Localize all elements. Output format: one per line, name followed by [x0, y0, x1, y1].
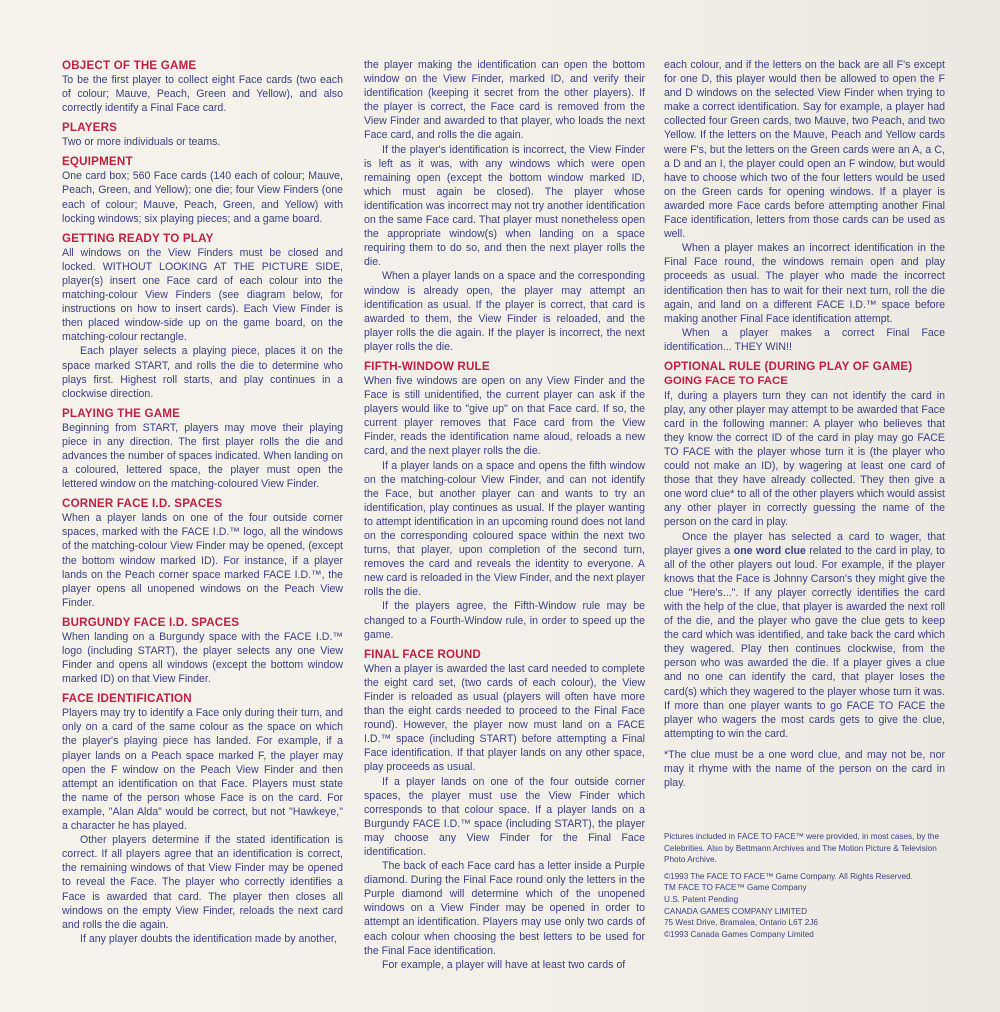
credits-patent: U.S. Patent Pending — [664, 894, 739, 904]
credits-copyright-company: ©1993 Canada Games Company Limited — [664, 929, 814, 939]
section-heading: BURGUNDY FACE I.D. SPACES — [62, 615, 240, 629]
column-2 — [364, 58, 645, 972]
rule-paragraph: When a player makes an incorrect identification in the Final Face round, the windows remain open and play proceeds as usual. The player who made the incorrect identification then has to wait for their next turn, roll the die again, and land on a different FACE I.D.™ space before making another Final Face identification attempt. — [664, 242, 945, 325]
paragraph-gap — [664, 741, 945, 748]
rule-paragraph: *The clue must be a one word clue, and may not be, nor may it rhyme with the name of the person on the card in play. — [664, 748, 945, 790]
subsection-heading: GOING FACE TO FACE — [664, 374, 788, 387]
rule-paragraph: If, during a players turn they can not identify the card in play, any other player may attempt to be awarded that Face card in the following manner: A player who believes that they know the correct ID of the card in play may go FACE TO FACE with the player whose turn it is (the player who could not make an ID), by wagering at least one card of those that they have already collected. They then give a one word clue* to all of the other players which would assist any other player in correctly guessing the name of the person on the card in play. — [664, 389, 945, 529]
credits-company-address: 75 West Drive, Bramalea, Ontario L6T 2J6 — [664, 918, 818, 928]
credits-trademark: TM FACE TO FACE™ Game Company — [664, 883, 807, 893]
section-heading: EQUIPMENT — [62, 155, 133, 169]
rule-paragraph: If a player lands on a space and opens the fifth window on the matching-colour View Finder, and can not identify the Face, but another player can and wants to try an identification, play continues as usual. If the player wanting to attempt identification in an upcoming round does not land on the corresponding coloured space within the next two turns, that player, upon completion of the second turn, removes the card and reveals the identity to everyone. A new card is reloaded in the View Finder, and the next player rolls the die. — [364, 459, 645, 599]
section-heading: PLAYING THE GAME — [62, 406, 181, 420]
credits-copyright-game: ©1993 The FACE TO FACE™ Game Company. All Rights Reserved. — [664, 871, 913, 881]
rule-paragraph: To be the first player to collect eight Face cards (two each of colour; Mauve, Peach, Green and Yellow), and also correctly identify a Final Face card. — [62, 74, 343, 115]
rule-paragraph: One card box; 560 Face cards (140 each of colour; Mauve, Peach, Green, and Yellow); one die; four View Finders (one each of colour; Mauve, Peach, Green, and Yellow) with locking windows; six playing pieces; and a game board. — [62, 170, 343, 225]
rule-paragraph: If a player lands on one of the four outside corner spaces, the player must use the View Finder which corresponds to that colour space. If a player lands on a Burgundy FACE I.D.™ space (including START), the player may choose any View Finder for the Final Face identification. — [364, 775, 645, 858]
rule-paragraph: Each player selects a playing piece, places it on the space marked START, and rolls the die to determine who plays first. Highest roll starts, and play continues in a clockwise direction. — [62, 345, 343, 400]
rule-paragraph: When a player lands on a space and the corresponding window is already open, the player may attempt an identification as usual. If the player is correct, that card is awarded to them, the View Finder is reloaded, and the player rolls the die again. If the player is incorrect, the next player rolls the die. — [364, 270, 645, 353]
column-3 — [664, 58, 945, 790]
rule-paragraph: Other players determine if the stated identification is correct. If all players agree that an identification is correct, the remaining windows of that View Finder may be opened to reveal the Face. The player who correctly identifies a Face is awarded that card. The player then closes all windows on the empty View Finder, reloads the next card and rolls the die again. — [62, 834, 343, 931]
emphasis-text: one word clue — [733, 544, 806, 557]
section-heading: FACE IDENTIFICATION — [62, 692, 192, 706]
rule-paragraph: When a player makes a correct Final Face identification... THEY WIN!! — [664, 326, 945, 353]
section-heading: GETTING READY TO PLAY — [62, 231, 214, 245]
rule-paragraph: If the players agree, the Fifth-Window rule may be changed to a Fourth-Window rule, in order to speed up the game. — [364, 600, 645, 641]
rule-paragraph: If any player doubts the identification made by another, — [80, 932, 337, 945]
column-1 — [62, 58, 343, 946]
section-heading: PLAYERS — [62, 121, 118, 135]
credits-pictures: Pictures included in FACE TO FACE™ were provided, in most cases, by the Celebrities. Also by Bettmann Archives and The Motion Picture & Television Photo Archive. — [664, 832, 940, 865]
rule-paragraph: the player making the identification can open the bottom window on the View Finder, marked ID, and verify their identification (keeping it secret from the other players). If the player is correct, the Face card is removed from the View Finder and awarded to that player, who loads the next Face card, and rolls the die again. — [364, 59, 645, 142]
section-heading: FIFTH-WINDOW RULE — [364, 359, 490, 373]
credits-block — [664, 831, 944, 940]
rule-paragraph: Two or more individuals or teams. — [62, 136, 221, 149]
rule-paragraph: When landing on a Burgundy space with the FACE I.D.™ logo (including START), the player selects any one View Finder and opens all windows (except the bottom window marked ID) on that View Finder. — [62, 630, 343, 686]
rule-paragraph: When five windows are open on any View Finder and the Face is still unidentified, the current player can ask if the players would like to "give up" on that Face card. If so, the current player removes that Face card from the View Finder, reads the identification name aloud, reloads a new card, and the next player rolls the die. — [364, 374, 645, 458]
paragraph-text: related to the card in play, to all of the other players out loud. For example, if the player knows that the Face is Johnny Carson's they might give the clue "Here's...". If any player correctly identifies the card with the help of the clue, that player is awarded the next roll of the die, and the player who gave the clue gets to keep the card which was identified, and take back the card which they wagered. Play then continues clockwise, from the person who was awarded the die. If a player gives a clue and no one can identify the card, that player loses the card(s) which they wagered to the player whose turn it was. If more than one player wants to go FACE TO FACE the player who wagers the most cards gets to give the clue, attempting to win the card. — [664, 544, 945, 740]
rule-paragraph: each colour, and if the letters on the back are all F's except for one D, this player would then be allowed to open the F and D windows on the selected View Finder when trying to make a correct identification. Say for example, a player had collected four Green cards, two Mauve, two Peach, and two Yellow. If the letters on the Mauve, Peach and Yellow cards were F's, but the letters on the Green cards were an A, a C, a D and an I, the player could open an F window, but would have to choose which two of the four letters would be used on the Green cards for opening windows. If a player is awarded more Face cards before attempting another Final Face identification, letters from those cards can be used as well. — [664, 59, 945, 241]
rule-paragraph: When a player lands on one of the four outside corner spaces, marked with the FACE I.D.™ logo, all the windows of the matching-colour View Finder may be opened, (except the bottom window marked ID). For instance, if a player lands on the Peach corner space marked FACE I.D.™, the player opens all unopened windows on the Peach View Finder. — [62, 512, 343, 609]
section-heading: CORNER FACE I.D. SPACES — [62, 497, 223, 511]
rule-paragraph: For example, a player will have at least two cards of — [382, 958, 626, 971]
rule-paragraph — [664, 530, 945, 741]
section-heading: OPTIONAL RULE (DURING PLAY OF GAME) — [664, 359, 913, 373]
paragraph-text: Once the player has selected a card to wager, that player gives a — [664, 530, 945, 557]
section-heading: OBJECT OF THE GAME — [62, 59, 197, 72]
section-heading: FINAL FACE ROUND — [364, 647, 481, 661]
rule-paragraph: The back of each Face card has a letter inside a Purple diamond. During the Final Face round only the letters in the Purple diamond will determine which of the unopened windows on a View Finder may be opened in order to attempt an identification. Players may use only two cards of each colour when choosing the best letters to be used for the Final Face identification. — [364, 860, 645, 957]
rule-paragraph: If the player's identification is incorrect, the View Finder is left as it was, with any windows which were open remaining open (except the bottom window marked ID, which must again be closed). The player whose identification was incorrect may not try another identification on the same Face card. That player must nonetheless open the appropriate window(s) when landing on a space requiring them to do so, and then the next player rolls the die. — [364, 143, 645, 269]
rule-paragraph: When a player is awarded the last card needed to complete the eight card set, (two cards of each colour), the View Finder is reloaded as usual (players will often have more than the eight cards needed to proceed to the Final Face round). However, the player now must land on a FACE I.D.™ space (including START) before attempting a Final Face identification. If that player lands on any other space, play proceeds as usual. — [364, 662, 645, 774]
rule-paragraph: Beginning from START, players may move their playing piece in any direction. The first player rolls the die and advances the number of spaces indicated. When landing on a coloured, lettered space, the player must open the lettered window on the matching-coloured View Finder. — [62, 421, 343, 491]
rule-paragraph: All windows on the View Finders must be closed and locked. WITHOUT LOOKING AT THE PICTURE SIDE, player(s) insert one Face card of each colour into the matching-colour View Finders (see diagram below, for instructions on how to insert cards). Each View Finder is then placed window-side up on the game board, on the matching-colour rectangle. — [62, 246, 343, 344]
rule-paragraph: Players may try to identify a Face only during their turn, and only on a card of the same colour as the space on which the player's playing piece has landed. For example, if a player lands on a Peach space marked F, the player may open the F window on the Peach View Finder and then attempt an identification on that Face. Players must state the name of the person whose Face is on the card. For example, "Alan Alda" would be correct, but not "Hawkeye," a character he has played. — [62, 707, 343, 833]
credits-company-name: CANADA GAMES COMPANY LIMITED — [664, 906, 808, 916]
